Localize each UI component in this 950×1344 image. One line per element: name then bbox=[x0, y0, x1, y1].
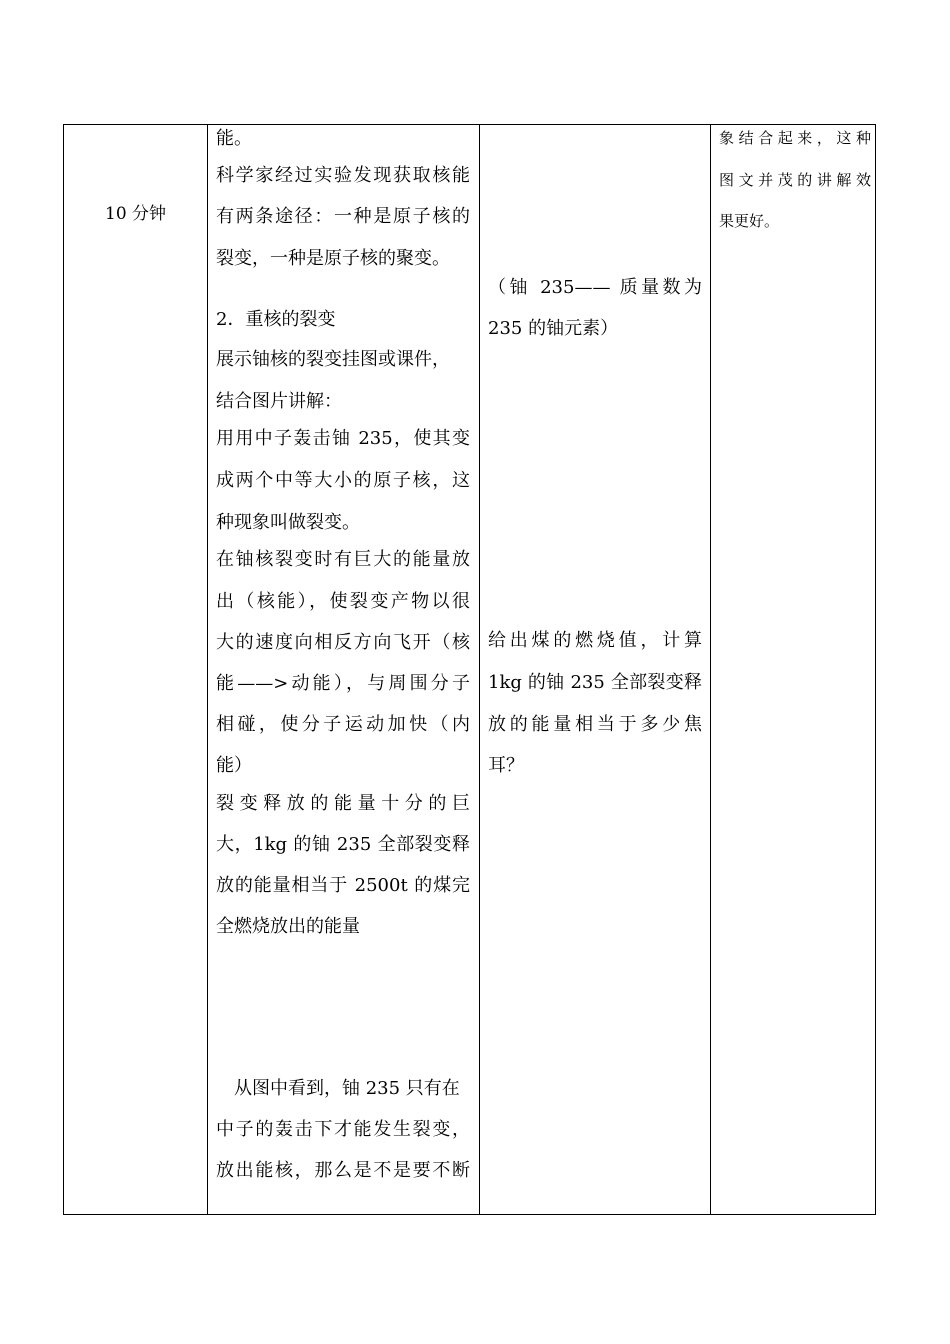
text-line: 裂变，一种是原子核的聚变。 bbox=[216, 248, 450, 269]
time-cell bbox=[64, 125, 207, 1214]
text-line: 相碰，使分子运动加快（内 bbox=[216, 714, 470, 735]
text-line: 果更好。 bbox=[719, 212, 780, 230]
text-line: 在铀核裂变时有巨大的能量放 bbox=[216, 549, 470, 570]
text-line: 从图中看到，铀 235 只有在 bbox=[234, 1078, 460, 1099]
text-line: （铀 235—— 质量数为 bbox=[488, 277, 702, 298]
text-line: 出（核能），使裂变产物以很 bbox=[216, 591, 470, 612]
student-activity-cell bbox=[479, 125, 710, 1214]
text-line: 能——>动能），与周围分子 bbox=[216, 673, 470, 694]
time-label: 10 分钟 bbox=[105, 204, 167, 224]
text-line: 全燃烧放出的能量 bbox=[216, 916, 360, 937]
text-line: 成两个中等大小的原子核，这 bbox=[216, 470, 470, 491]
text-line: 有两条途径：一种是原子核的 bbox=[216, 206, 470, 227]
text-line: 中子的轰击下才能发生裂变， bbox=[216, 1119, 470, 1140]
text-line: 用用中子轰击铀 235，使其变 bbox=[216, 428, 470, 449]
text-line: 放的能量相当于多少焦 bbox=[488, 714, 702, 735]
text-line: 耳？ bbox=[488, 755, 524, 776]
text-line: 放出能核，那么是不是要不断 bbox=[216, 1160, 470, 1181]
text-line: 图文并茂的讲解效 bbox=[719, 171, 871, 189]
text-line: 给出煤的燃烧值，计算 bbox=[488, 630, 702, 651]
text-line: 235 的铀元素） bbox=[488, 318, 619, 339]
text-line: 结合图片讲解： bbox=[216, 391, 342, 412]
text-line: 放的能量相当于 2500t 的煤完 bbox=[216, 875, 470, 896]
text-line: 象结合起来，这种 bbox=[719, 129, 871, 147]
text-line: 科学家经过实验发现获取核能 bbox=[216, 165, 470, 186]
text-line: 展示铀核的裂变挂图或课件， bbox=[216, 349, 450, 370]
lesson-table bbox=[63, 124, 876, 1215]
notes-cell bbox=[710, 125, 877, 1214]
text-line: 能） bbox=[216, 755, 252, 776]
section-heading: 2．重核的裂变 bbox=[216, 309, 336, 330]
text-line: 大的速度向相反方向飞开（核 bbox=[216, 632, 470, 653]
text-line: 能。 bbox=[216, 128, 252, 149]
text-line: 1kg 的铀 235 全部裂变释 bbox=[488, 672, 702, 693]
text-line: 种现象叫做裂变。 bbox=[216, 512, 360, 533]
teacher-activity-cell bbox=[207, 125, 479, 1214]
text-line: 裂变释放的能量十分的巨 bbox=[216, 793, 470, 814]
text-line: 大，1kg 的铀 235 全部裂变释 bbox=[216, 834, 470, 855]
